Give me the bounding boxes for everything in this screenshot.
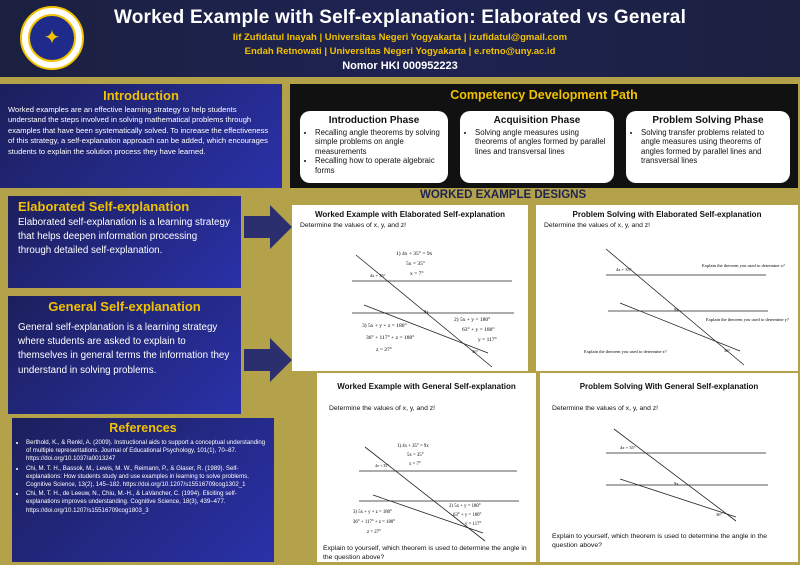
problem-solving-phase-card (626, 111, 790, 183)
diagram-step: 3) 5x + y + z = 180° (362, 323, 407, 329)
diagram-step: 63° + y = 180° (462, 327, 495, 333)
poster-header (0, 0, 800, 77)
card-title: Problem Solving with Elaborated Self-explanation (572, 210, 762, 219)
card-title: Worked Example with Elaborated Self-explanation (314, 210, 506, 219)
reference-item: • Chi, M. T. H., Bassok, M., Lewis, M. W., Reimann, P., & Glaser, R. (1989). Self-explanations: How students study and use examples in learning to solve problems. Cognitive Science, 13(2), 145–182. https://doi.org/10.1207/s15516709cog1302_1 (26, 465, 268, 490)
acquisition-phase-card (460, 111, 614, 183)
author-line-2: Endah Retnowati | Universitas Negeri Yogyakarta | e.retno@uny.ac.id (244, 46, 556, 57)
diagram-step: 2) 5x + y = 180° (454, 317, 491, 323)
phase-item: • Recalling angle theorems by solving simple problems on angle measurements (315, 128, 442, 156)
card-title: Problem Solving With General Self-explanation (579, 382, 759, 391)
card-question: Determine the values of x, y, and z! (300, 222, 407, 229)
poster-title: Worked Example with Self-explanation: Elaborated vs General (113, 7, 687, 28)
angle-label: 9x (674, 307, 679, 312)
diagram-step: 1) 4x + 35° = 9x (396, 251, 433, 257)
angle-label: 9x (424, 309, 429, 314)
self-explanation-prompt: Explain to yourself, which theorem is used to determine the angle in the question above? (552, 533, 767, 549)
angle-label: 36° (724, 348, 731, 353)
university-seal-icon: ✦ (20, 6, 84, 70)
phase-title: Acquisition Phase (493, 115, 581, 126)
angle-diagram (292, 225, 528, 371)
arrow-right-icon (244, 205, 292, 249)
reference-item: • Berthold, K., & Renkl, A. (2009). Instructional aids to support a conceptual understanding of multiple representations. Journal of Educational Psychology, 101(1), 70–87. https://doi.org/10.1037/a0013247 (26, 439, 268, 464)
general-text: General self-explanation is a learning strategy where students are asked to explain to themselves in general terms the information they understand in solving problems. (18, 322, 230, 376)
hki-number: Nomor HKI 000952223 (342, 60, 458, 72)
author-line-1: Iif Zufidatul Inayah | Universitas Negeri Yogyakarta | izufidatul@gmail.com (232, 32, 568, 43)
angle-label: 36° (716, 512, 723, 517)
prompt-text: Explain the theorem you used to determine x? (702, 263, 785, 268)
card-question: Determine the values of x, y, and z! (552, 405, 659, 412)
diagram-step: 5x = 35° (406, 261, 426, 267)
reference-item: • Chi, M. T. H., de Leeuw, N., Chiu, M.-H., & LaVancher, C. (1994). Eliciting self-explanations improves understanding. Cognitive Science, 18(3), 439–477. https://doi.org/10.1207/s15516709cog1803_3 (26, 490, 268, 515)
diagram-step: y = 117° (465, 522, 482, 527)
angle-label: 4x + 35° (616, 267, 632, 272)
diagram-step: x = 7° (409, 462, 421, 467)
phase-item: • Solving angle measures using theorems of angles formed by parallel lines and transversal lines (475, 128, 608, 156)
diagram-step: 36° + 117° + z = 180° (353, 520, 396, 525)
card-question: Determine the values of x, y, and z! (544, 222, 651, 229)
worked-example-general-card (317, 373, 536, 562)
diagram-step: 2) 5x + y = 180° (449, 504, 481, 509)
angle-diagram (540, 423, 798, 523)
introduction-title: Introduction (103, 88, 179, 103)
card-question: Determine the values of x, y, and z! (329, 405, 436, 412)
diagram-step: x = 7° (410, 271, 424, 277)
references-title: References (109, 421, 177, 435)
arrow-right-icon (244, 338, 292, 382)
diagram-step: 36° + 117° + z = 180° (366, 335, 415, 341)
general-panel (8, 296, 241, 414)
competency-path-panel (290, 84, 798, 188)
introduction-phase-card (300, 111, 448, 183)
angle-label: 4x + 35° (620, 445, 636, 450)
general-title: General Self-explanation (48, 299, 201, 314)
introduction-panel (0, 84, 282, 188)
prompt-text: Explain the theorem you used to determine y? (706, 317, 789, 322)
angle-diagram (536, 225, 798, 371)
angle-label: 4x + 35° (375, 463, 389, 468)
diagram-step: 1) 4x + 35° = 9x (397, 444, 429, 449)
references-panel (12, 418, 274, 562)
problem-solving-elaborated-card (536, 205, 798, 371)
diagram-step: z = 27° (376, 347, 392, 353)
phase-item: • Recalling how to operate algebraic forms (315, 156, 442, 175)
diagram-step: 63° + y = 180° (453, 513, 482, 518)
card-title: Worked Example with General Self-explanation (337, 382, 516, 391)
diagram-step: 5x = 35° (407, 453, 424, 458)
designs-section-title: WORKED EXAMPLE DESIGNS (420, 189, 587, 201)
angle-label: 9x (674, 481, 679, 486)
elaborated-panel (8, 196, 241, 288)
diagram-step: y = 117° (478, 337, 497, 343)
angle-label: 4x + 35° (370, 273, 386, 278)
angle-label: 36° (472, 349, 479, 354)
self-explanation-prompt: Explain to yourself, which theorem is used to determine the angle in the question above? (323, 545, 527, 561)
introduction-text: Worked examples are an effective learning strategy to help students understand the steps involved in solving mathematical problems through examples that have been systematically solved. To increase the effectiveness of this strategy, a self-explanation approach can be added, which encourages students to explain the solution process they have learned. (8, 105, 269, 156)
elaborated-text: Elaborated self-explanation is a learning strategy that helps deepen information processing through detailed self-explanation. (18, 217, 230, 257)
diagram-step: z = 27° (367, 530, 381, 535)
phase-title: Problem Solving Phase (652, 115, 764, 126)
phase-title: Introduction Phase (328, 115, 420, 126)
diagram-step: 3) 5x + y + z = 180° (353, 510, 392, 515)
prompt-text: Explain the theorem you used to determine z? (584, 349, 667, 354)
phase-item: • Solving transfer problems related to angle measures using theorems of angles formed by parallel lines and transversal lines (641, 128, 784, 166)
competency-path-title: Competency Development Path (450, 88, 638, 102)
elaborated-title: Elaborated Self-explanation (18, 199, 190, 214)
angle-diagram (317, 433, 536, 543)
problem-solving-general-card (540, 373, 798, 562)
worked-example-elaborated-card (292, 205, 528, 371)
